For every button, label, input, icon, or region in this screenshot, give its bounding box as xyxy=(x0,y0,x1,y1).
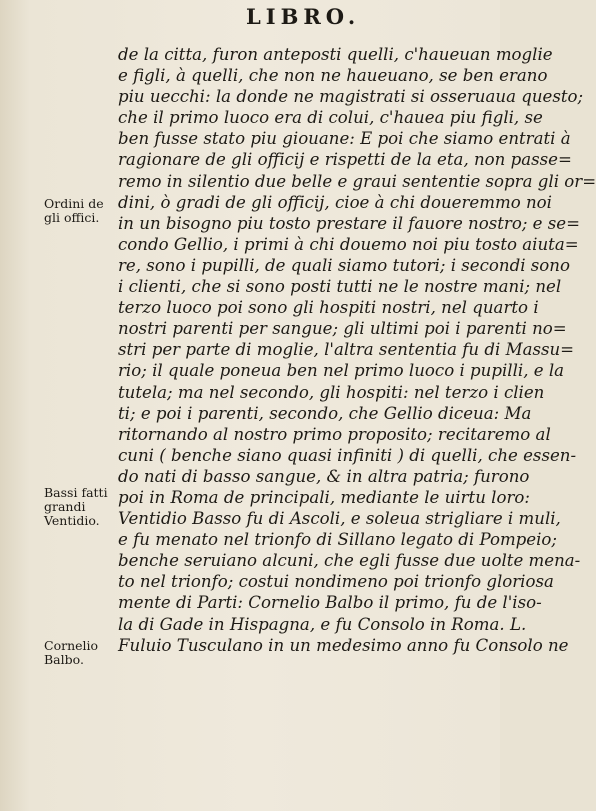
text-line: in un bisogno piu tosto prestare il fauore nostro; e se= xyxy=(118,213,581,233)
text-line: i clienti, che si sono posti tutti ne le nostre mani; nel xyxy=(118,277,562,297)
running-head: LIBRO. xyxy=(246,4,361,29)
text-line: che il primo luoco era di colui, c'hauea piu figli, se xyxy=(118,108,543,128)
text-line: e figli, à quelli, che non ne haueuano, se ben erano xyxy=(118,66,548,86)
text-line: rio; il quale poneua ben nel primo luoco i pupilli, e la xyxy=(118,361,565,381)
marginal-note-line: gli offici. xyxy=(44,210,100,225)
text-line: Fuluio Tusculano in un medesimo anno fu Consolo ne xyxy=(118,635,569,655)
text-line: e fu menato nel trionfo di Sillano legato di Pompeio; xyxy=(118,530,558,550)
text-line: to nel trionfo; costui nondimeno poi trionfo gloriosa xyxy=(118,572,554,592)
marginal-note-cornelio xyxy=(44,639,98,667)
text-line: condo Gellio, i primi à chi douemo noi piu tosto aiuta= xyxy=(118,234,579,254)
text-line: poi in Roma de principali, mediante le uirtu loro: xyxy=(118,487,530,507)
marginal-note-line: Balbo. xyxy=(44,652,84,667)
marginal-note-ordini xyxy=(44,197,104,225)
text-line: tutela; ma nel secondo, gli hospiti: nel terzo i clien xyxy=(118,382,545,402)
text-line: terzo luoco poi sono gli hospiti nostri, nel quarto i xyxy=(118,298,539,318)
marginal-note-line: Bassi fatti xyxy=(44,485,108,500)
marginal-note-line: Ordini de xyxy=(44,196,104,211)
marginal-note-line: Ventidio. xyxy=(44,513,100,528)
text-line: ragionare de gli officij e rispetti de la eta, non passe= xyxy=(118,150,572,170)
text-line: Ventidio Basso fu di Ascoli, e soleua strigliare i muli, xyxy=(118,509,561,529)
text-line: mente di Parti: Cornelio Balbo il primo, fu de l'iso- xyxy=(118,593,542,613)
text-line: stri per parte di moglie, l'altra sententia fu di Massu= xyxy=(118,340,575,360)
text-line: ti; e poi i parenti, secondo, che Gellio diceua: Ma xyxy=(118,403,532,423)
text-line: nostri parenti per sangue; gli ultimi poi i parenti no= xyxy=(118,319,567,339)
marginal-note-line: Cornelio xyxy=(44,638,99,653)
text-line: ben fusse stato piu giouane: E poi che siamo entrati à xyxy=(118,129,571,149)
text-line: dini, ò gradi de gli officij, cioe à chi doueremmo noi xyxy=(118,192,552,212)
text-line: remo in silentio due belle e graui sententie sopra gli or= xyxy=(118,171,596,191)
marginal-note-bassi xyxy=(44,486,108,528)
text-line: ritornando al nostro primo proposito; recitaremo al xyxy=(118,424,551,444)
text-line: cuni ( benche siano quasi infiniti ) di quelli, che essen- xyxy=(118,445,577,465)
body-text xyxy=(118,44,596,656)
text-line: de la citta, furon anteposti quelli, c'haueuan moglie xyxy=(118,45,553,64)
text-line: benche seruiano alcuni, che egli fusse due uolte mena- xyxy=(118,551,581,571)
text-line: re, sono i pupilli, de quali siamo tutori; i secondi sono xyxy=(118,255,570,275)
text-line: do nati di basso sangue, & in altra patria; furono xyxy=(118,466,530,486)
marginal-note-line: grandi xyxy=(44,499,86,514)
text-line: la di Gade in Hispagna, e fu Consolo in Roma. L. xyxy=(118,614,527,634)
text-line: piu uecchi: la donde ne magistrati si osseruaua questo; xyxy=(118,87,584,107)
